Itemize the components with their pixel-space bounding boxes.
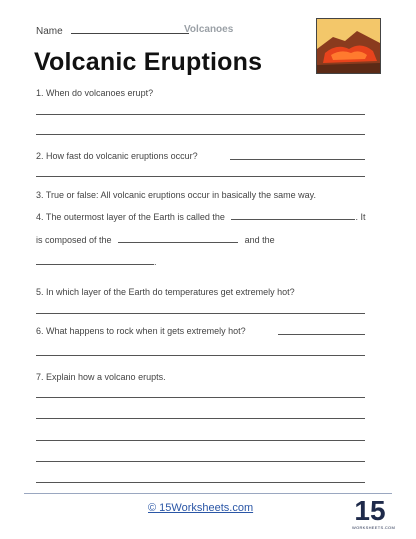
name-label: Name xyxy=(36,26,63,37)
answer-line-7d[interactable] xyxy=(36,461,365,462)
question-4-text-d: and the xyxy=(244,235,275,245)
answer-line-6b[interactable] xyxy=(36,355,365,356)
topic-label: Volcanoes xyxy=(184,24,234,35)
question-4-text-c: is composed of the xyxy=(36,235,112,245)
question-1: 1. When do volcanoes erupt? xyxy=(36,88,154,98)
question-2: 2. How fast do volcanic eruptions occur? xyxy=(36,151,198,161)
copyright-link[interactable]: © 15Worksheets.com xyxy=(148,502,254,514)
question-4-text-e: . xyxy=(154,257,157,267)
answer-line-7b[interactable] xyxy=(36,418,365,419)
footer-divider xyxy=(24,493,392,494)
answer-blank-4c[interactable] xyxy=(36,255,154,265)
question-4-text-a: 4. The outermost layer of the Earth is called the xyxy=(36,212,225,222)
answer-line-1a[interactable] xyxy=(36,114,365,115)
question-3: 3. True or false: All volcanic eruptions occur in basically the same way. xyxy=(36,190,316,200)
question-4-part-a xyxy=(36,210,365,222)
logo-number: 15 xyxy=(354,495,386,526)
logo-text: WORKSHEETS.COM xyxy=(352,525,396,530)
worksheet-header xyxy=(36,24,234,37)
question-4-part-b xyxy=(36,233,275,245)
answer-line-7c[interactable] xyxy=(36,440,365,441)
answer-line-5a[interactable] xyxy=(36,313,365,314)
volcano-illustration xyxy=(316,18,381,74)
answer-line-6a[interactable] xyxy=(278,334,365,335)
page-title: Volcanic Eruptions xyxy=(34,48,263,76)
answer-line-7a[interactable] xyxy=(36,397,365,398)
answer-line-2a[interactable] xyxy=(230,159,365,160)
question-6: 6. What happens to rock when it gets extremely hot? xyxy=(36,326,246,336)
site-logo xyxy=(352,495,396,537)
question-4-text-b: . It xyxy=(355,212,366,222)
answer-line-7e[interactable] xyxy=(36,482,365,483)
name-field-line[interactable] xyxy=(71,24,189,34)
answer-line-2b[interactable] xyxy=(36,176,365,177)
question-4-part-c xyxy=(36,255,157,267)
answer-blank-4a[interactable] xyxy=(231,210,355,220)
answer-blank-4b[interactable] xyxy=(118,233,238,243)
answer-line-1b[interactable] xyxy=(36,134,365,135)
volcano-icon xyxy=(317,19,380,73)
question-7: 7. Explain how a volcano erupts. xyxy=(36,372,166,382)
question-5: 5. In which layer of the Earth do temperatures get extremely hot? xyxy=(36,287,295,297)
